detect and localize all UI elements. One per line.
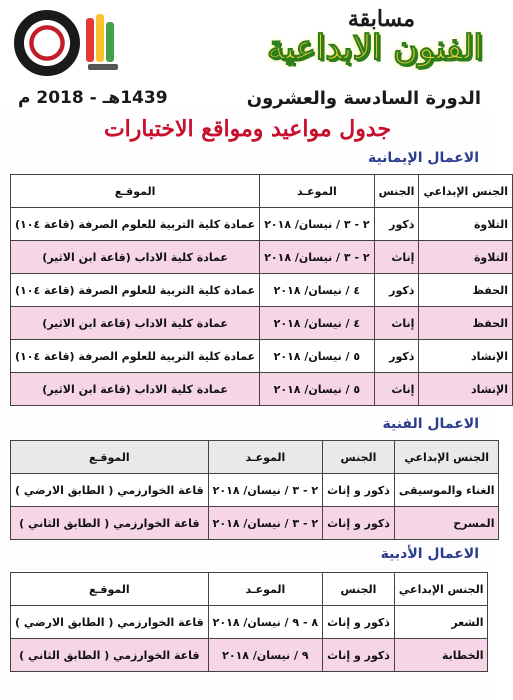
table-row xyxy=(11,373,513,406)
cell-type: الغناء والموسيقى xyxy=(394,474,499,507)
cell-place: قاعة الخوارزمي ( الطابق الارضي ) xyxy=(11,606,209,639)
cell-type: الحفظ xyxy=(419,274,513,307)
schedule-table-literary xyxy=(10,572,488,672)
column-header-date: الموعـد xyxy=(208,573,322,606)
cell-type: الخطابة xyxy=(394,639,488,672)
university-seal-icon xyxy=(14,10,80,76)
cell-type: الشعر xyxy=(394,606,488,639)
section-title-art: الاعمال الفنية xyxy=(382,416,479,432)
cell-type: الإنشاد xyxy=(419,373,513,406)
column-header-type: الجنس الإبداعي xyxy=(394,441,499,474)
table-row xyxy=(11,639,488,672)
cell-gender: ذكور و إناث xyxy=(323,639,395,672)
section-title-literary: الاعمال الأدبية xyxy=(380,546,479,562)
cell-place: قاعة الخوارزمي ( الطابق الارضي ) xyxy=(11,474,209,507)
schedule-table-art xyxy=(10,440,499,540)
cell-gender: إناث xyxy=(374,241,419,274)
cell-gender: إناث xyxy=(374,373,419,406)
cell-gender: ذكور xyxy=(374,274,419,307)
cell-place: عمادة كلية التربية للعلوم الصرفة (قاعة ١٠٤) xyxy=(11,340,260,373)
cell-place: قاعة الخوارزمي ( الطابق الثاني ) xyxy=(11,639,209,672)
table-row xyxy=(11,340,513,373)
table-header-row xyxy=(11,573,488,606)
cell-date: ٩ / نيسان/ ٢٠١٨ xyxy=(208,639,322,672)
table-row xyxy=(11,241,513,274)
cell-gender: إناث xyxy=(374,307,419,340)
table-row xyxy=(11,208,513,241)
cell-place: عمادة كلية الاداب (قاعة ابن الاثير) xyxy=(11,373,260,406)
table-row xyxy=(11,606,488,639)
cell-date: ٢ - ٣ / نيسان/ ٢٠١٨ xyxy=(208,507,322,540)
column-header-type: الجنس الإبداعي xyxy=(394,573,488,606)
column-header-place: الموقـع xyxy=(11,441,209,474)
cell-gender: ذكور xyxy=(374,208,419,241)
year-text: 1439هـ - 2018 م xyxy=(18,88,168,108)
column-header-gender: الجنس xyxy=(323,441,395,474)
column-header-place: الموقـع xyxy=(11,573,209,606)
cell-date: ٨ - ٩ / نيسان/ ٢٠١٨ xyxy=(208,606,322,639)
cell-place: عمادة كلية التربية للعلوم الصرفة (قاعة ١٠٤) xyxy=(11,274,260,307)
cell-date: ٢ - ٣ / نيسان/ ٢٠١٨ xyxy=(208,474,322,507)
cell-date: ٢ - ٣ / نيسان/ ٢٠١٨ xyxy=(260,208,374,241)
cell-type: الإنشاد xyxy=(419,340,513,373)
cell-date: ٤ / نيسان/ ٢٠١٨ xyxy=(260,307,374,340)
cell-type: التلاوة xyxy=(419,241,513,274)
cell-date: ٥ / نيسان/ ٢٠١٨ xyxy=(260,373,374,406)
competition-name: الفنون الابداعية xyxy=(266,28,483,68)
column-header-date: الموعـد xyxy=(260,175,374,208)
table-row xyxy=(11,474,499,507)
cell-type: التلاوة xyxy=(419,208,513,241)
cell-type: المسرح xyxy=(394,507,499,540)
logos xyxy=(14,10,124,80)
column-header-place: الموقـع xyxy=(11,175,260,208)
table-row xyxy=(11,274,513,307)
cell-place: عمادة كلية الاداب (قاعة ابن الاثير) xyxy=(11,307,260,340)
cell-type: الحفظ xyxy=(419,307,513,340)
column-header-gender: الجنس xyxy=(374,175,419,208)
table-row xyxy=(11,507,499,540)
section-title-faith: الاعمال الإيمانية xyxy=(367,150,479,166)
table-header-row xyxy=(11,175,513,208)
cell-place: عمادة كلية التربية للعلوم الصرفة (قاعة ١٠٤) xyxy=(11,208,260,241)
cell-gender: ذكور و إناث xyxy=(323,606,395,639)
cell-gender: ذكور و إناث xyxy=(323,507,395,540)
column-header-date: الموعـد xyxy=(208,441,322,474)
cell-gender: ذكور xyxy=(374,340,419,373)
festival-logo-icon xyxy=(84,12,122,74)
column-header-gender: الجنس xyxy=(323,573,395,606)
table-row xyxy=(11,307,513,340)
column-header-type: الجنس الإبداعي xyxy=(419,175,513,208)
cell-date: ٢ - ٣ / نيسان/ ٢٠١٨ xyxy=(260,241,374,274)
schedule-table-faith xyxy=(10,174,513,406)
cell-place: عمادة كلية الاداب (قاعة ابن الاثير) xyxy=(11,241,260,274)
edition-text: الدورة السادسة والعشرون xyxy=(246,88,481,109)
cell-gender: ذكور و إناث xyxy=(323,474,395,507)
cell-date: ٥ / نيسان/ ٢٠١٨ xyxy=(260,340,374,373)
cell-date: ٤ / نيسان/ ٢٠١٨ xyxy=(260,274,374,307)
table-header-row xyxy=(11,441,499,474)
cell-place: قاعة الخوارزمي ( الطابق الثاني ) xyxy=(11,507,209,540)
schedule-title: جدول مواعيد ومواقع الاختبارات xyxy=(103,116,392,142)
competition-word: مسابقة xyxy=(347,6,415,32)
